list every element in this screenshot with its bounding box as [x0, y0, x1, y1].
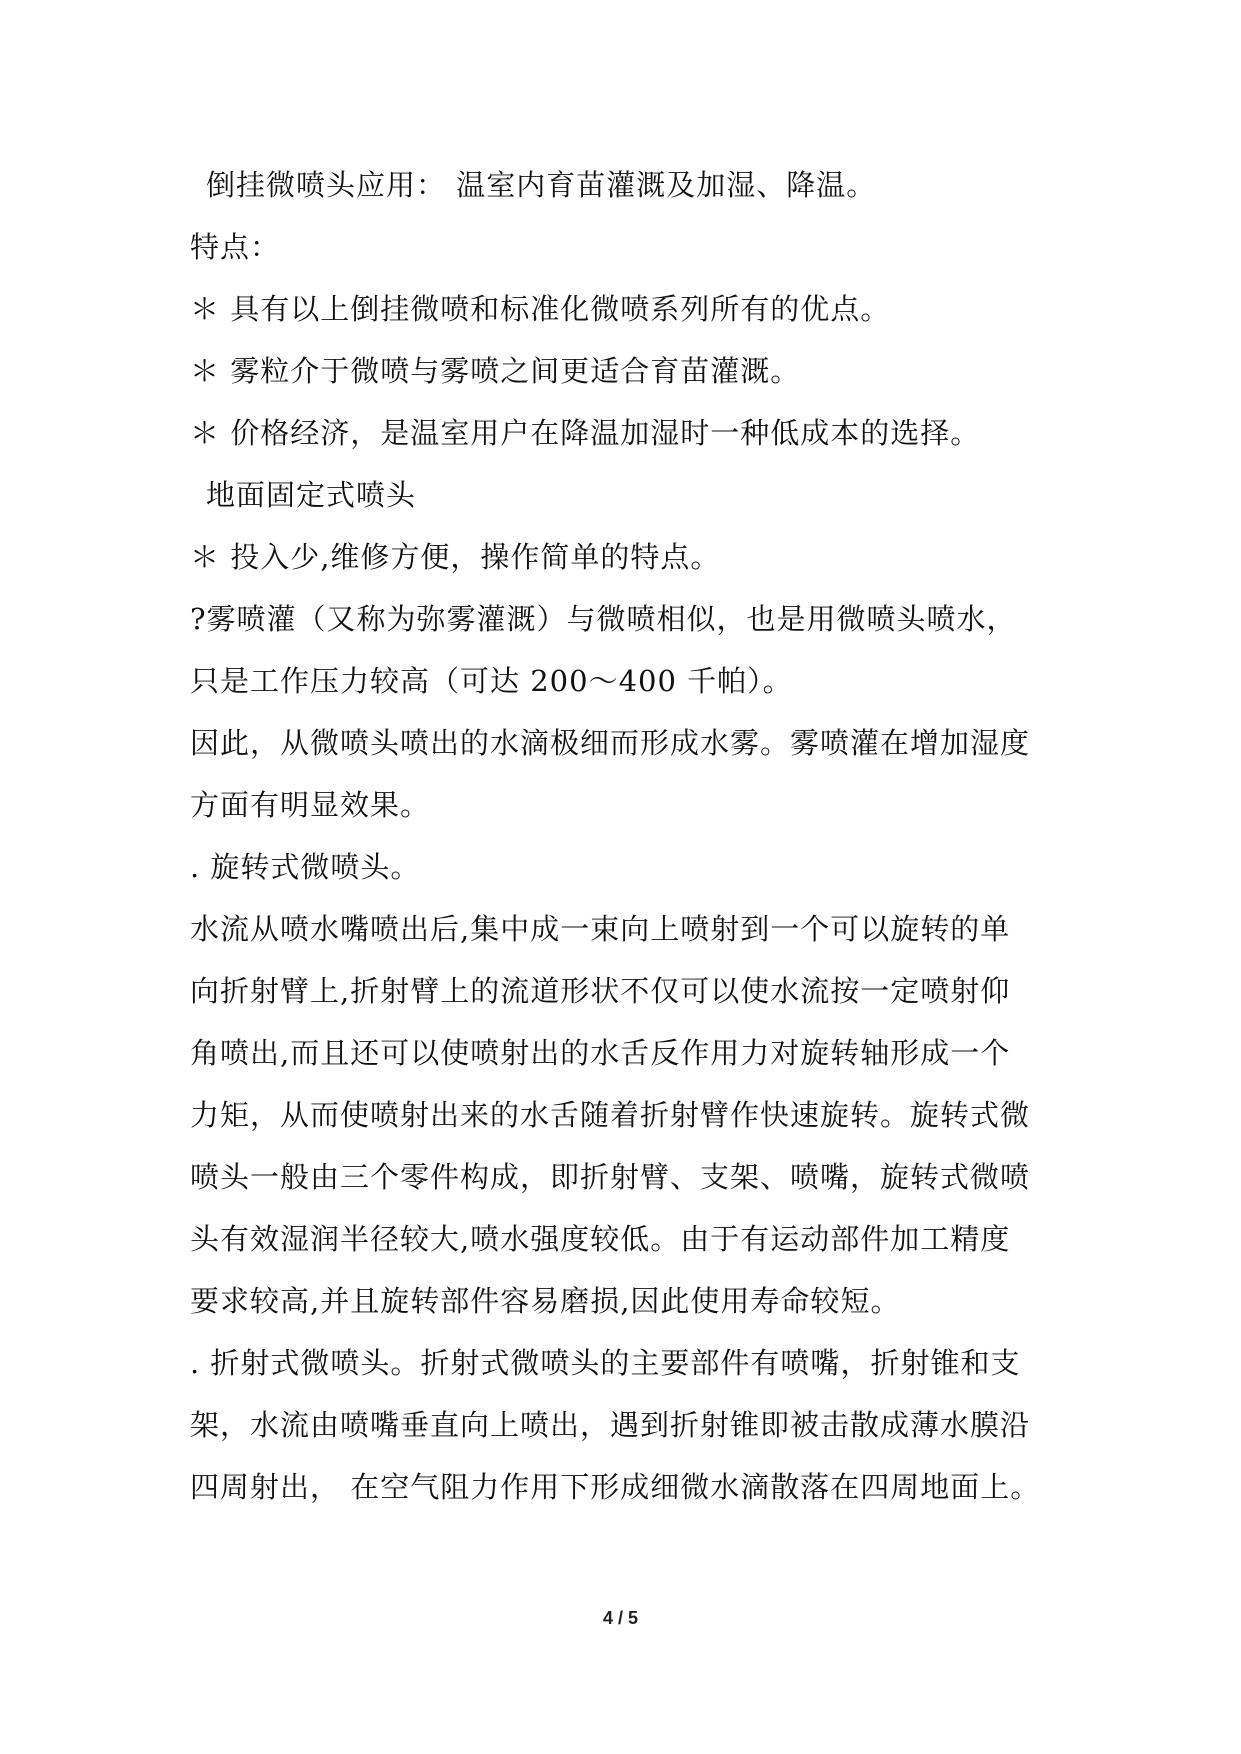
- text-line-rotary-6: 头有效湿润半径较大,喷水强度较低。由于有运动部件加工精度: [190, 1222, 1011, 1256]
- text-line-mist-1: ?雾喷灌（又称为弥雾灌溉）与微喷相似，也是用微喷头喷水，: [190, 602, 1017, 636]
- text-line-mist-3: 因此，从微喷头喷出的水滴极细而形成水雾。雾喷灌在增加湿度: [190, 726, 1031, 760]
- text-line-heading-ground-fixed: 地面固定式喷头: [206, 478, 417, 512]
- text-line-bullet-3: ＊ 价格经济，是温室用户在降温加湿时一种低成本的选择。: [190, 416, 981, 450]
- page-number: 4 / 5: [602, 1608, 639, 1628]
- text-line-rotary-4: 力矩，从而使喷射出来的水舌随着折射臂作快速旋转。旋转式微: [190, 1098, 1031, 1132]
- text-line-mist-4: 方面有明显效果。: [190, 788, 431, 822]
- text-line-rotary-5: 喷头一般由三个零件构成，即折射臂、支架、喷嘴，旋转式微喷: [190, 1160, 1031, 1194]
- text-line-rotary-7: 要求较高,并且旋转部件容易磨损,因此使用寿命较短。: [190, 1284, 901, 1318]
- text-line-refraction-2: 架，水流由喷嘴垂直向上喷出，遇到折射锥即被击散成薄水膜沿: [190, 1408, 1031, 1442]
- text-line-heading-application: 倒挂微喷头应用： 温室内育苗灌溉及加湿、降温。: [206, 168, 877, 202]
- text-line-refraction-1: . 折射式微喷头。折射式微喷头的主要部件有喷嘴，折射锥和支: [190, 1346, 1021, 1380]
- text-line-bullet-4: ＊ 投入少,维修方便，操作简单的特点。: [190, 540, 721, 574]
- text-line-refraction-3: 四周射出， 在空气阻力作用下形成细微水滴散落在四周地面上。: [190, 1470, 1041, 1504]
- text-line-heading-rotary: . 旋转式微喷头。: [190, 850, 421, 884]
- text-line-mist-2: 只是工作压力较高（可达 200～400 千帕）。: [190, 664, 793, 698]
- text-line-bullet-1: ＊ 具有以上倒挂微喷和标准化微喷系列所有的优点。: [190, 292, 891, 326]
- text-line-rotary-3: 角喷出,而且还可以使喷射出的水舌反作用力对旋转轴形成一个: [190, 1036, 1011, 1070]
- text-line-rotary-2: 向折射臂上,折射臂上的流道形状不仅可以使水流按一定喷射仰: [190, 974, 1011, 1008]
- text-line-bullet-2: ＊ 雾粒介于微喷与雾喷之间更适合育苗灌溉。: [190, 354, 801, 388]
- text-line-rotary-1: 水流从喷水嘴喷出后,集中成一束向上喷射到一个可以旋转的单: [190, 912, 1011, 946]
- text-line-features-label: 特点：: [190, 230, 281, 264]
